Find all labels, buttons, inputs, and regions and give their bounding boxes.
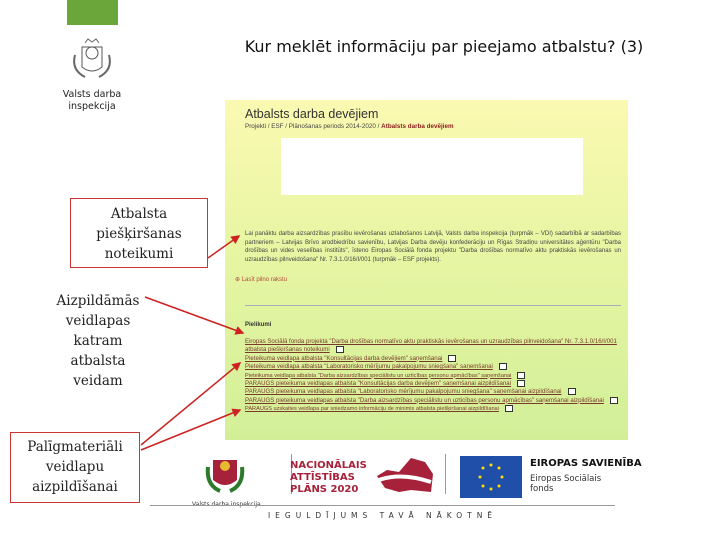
attachment-link[interactable]: PARAUGS uzskaites veidlapa par sniedzamo informāciju de minimis atbalsta piešķiršanai aizpildīšanai — [245, 405, 621, 413]
breadcrumb-path[interactable]: Projekti / ESF / Plānošanas periods 2014-2020 / — [245, 123, 382, 130]
attachments-heading: Pielikumi — [245, 322, 272, 328]
intro-paragraph: Lai panāktu darba aizsardzības prasību ievērošanas uzlabošanos Latvijā, Valsts darba inspekcija (turpmāk – VDI) sadarbībā ar sadarbības partneriem – Latvijas Brīvo arodbiedrību savienību, Latvijas Darba devēju konfederāciju un Rīgas Stradiņu universitātes aģentūru "Darba drošības un vides veselības institūts", īsteno Eiropas Sociālā fonda projektu "Darba drošības normatīvo aktu praktiskās ievērošanas un uzraudzības pilnveidošana" Nr. 7.3.1.0/16/I/001 (turpmāk – ESF projekts). — [245, 231, 621, 263]
vdi-label: Valsts darba inspekcija — [192, 501, 261, 508]
coat-of-arms-icon — [205, 452, 245, 497]
arrow — [141, 363, 240, 445]
attachment-link[interactable]: PARAUGS pieteikuma veidlapas atbalsta "Laboratorisko mērījumu pakalpojumu sniegšana" saņemšanai aizpildīšanai — [245, 388, 621, 396]
org-name: Valsts darba inspekcija — [62, 89, 122, 112]
attachment-link[interactable]: PARAUGS pieteikuma veidlapas atbalsta "Darba aizsardzības speciālistu un uzticības personu apmācības" saņemšanai aizpildīšanai — [245, 397, 621, 405]
read-more-link[interactable]: ⊕ Lasīt pilno rakstu — [235, 277, 288, 283]
separator — [445, 454, 446, 494]
eu-title: EIROPAS SAVIENĪBA — [530, 458, 642, 469]
funding-banner — [150, 450, 650, 535]
arrow — [141, 410, 240, 450]
arrow — [145, 297, 243, 333]
attachment-link[interactable]: Pieteikuma veidlapa atbalsta "Darba aizsardzības speciālistu un uzticības personu apmācības" saņemšanai — [245, 372, 621, 380]
callout-forms: Aizpildāmās veidlapas katram atbalsta veidam — [56, 293, 140, 389]
eu-subtitle: Eiropas Sociālais fonds — [530, 474, 602, 494]
breadcrumb-current: Atbalsts darba devējiem — [381, 123, 454, 130]
eu-flag-icon — [460, 456, 522, 498]
callout-aids: Palīgmateriāli veidlapu aizpildīšanai — [10, 432, 140, 503]
slogan: IEGULDĪJUMS TAVĀ NĀKOTNĒ — [267, 511, 498, 520]
attachment-link[interactable]: Pieteikuma veidlapa atbalsta "Laboratorisko mērījumu pakalpojumu sniegšana" saņemšanai — [245, 363, 621, 371]
latvia-map-icon — [375, 454, 435, 494]
divider — [150, 505, 615, 506]
arrow — [208, 236, 239, 258]
attachment-link[interactable]: PARAUGS pieteikuma veidlapas atbalsta "Konsultācijas darba devējiem" saņemšanai aizpildīšanai — [245, 380, 621, 388]
nap-2020-logo: NACIONĀLAIS ATTĪSTĪBAS PLĀNS 2020 — [290, 460, 367, 495]
page-heading: Atbalsts darba devējiem — [245, 107, 379, 121]
attachment-link[interactable]: Eiropas Sociālā fonda projekta "Darba drošības normatīvo aktu praktiskās ievērošanas un uzraudzības pilnveidošana" Nr. 7.3.1.0/16/I/001 atbalsta piešķiršanas noteikumi — [245, 338, 617, 354]
slide-title: Kur meklēt informāciju par pieejamo atbalstu? (3) — [244, 37, 644, 56]
attachment-link[interactable]: Pieteikuma veidlapa atbalsta "Konsultācijas darba devējiem" saņemšanai — [245, 355, 621, 363]
callout-rules: Atbalsta piešķiršanas noteikumi — [70, 198, 208, 268]
